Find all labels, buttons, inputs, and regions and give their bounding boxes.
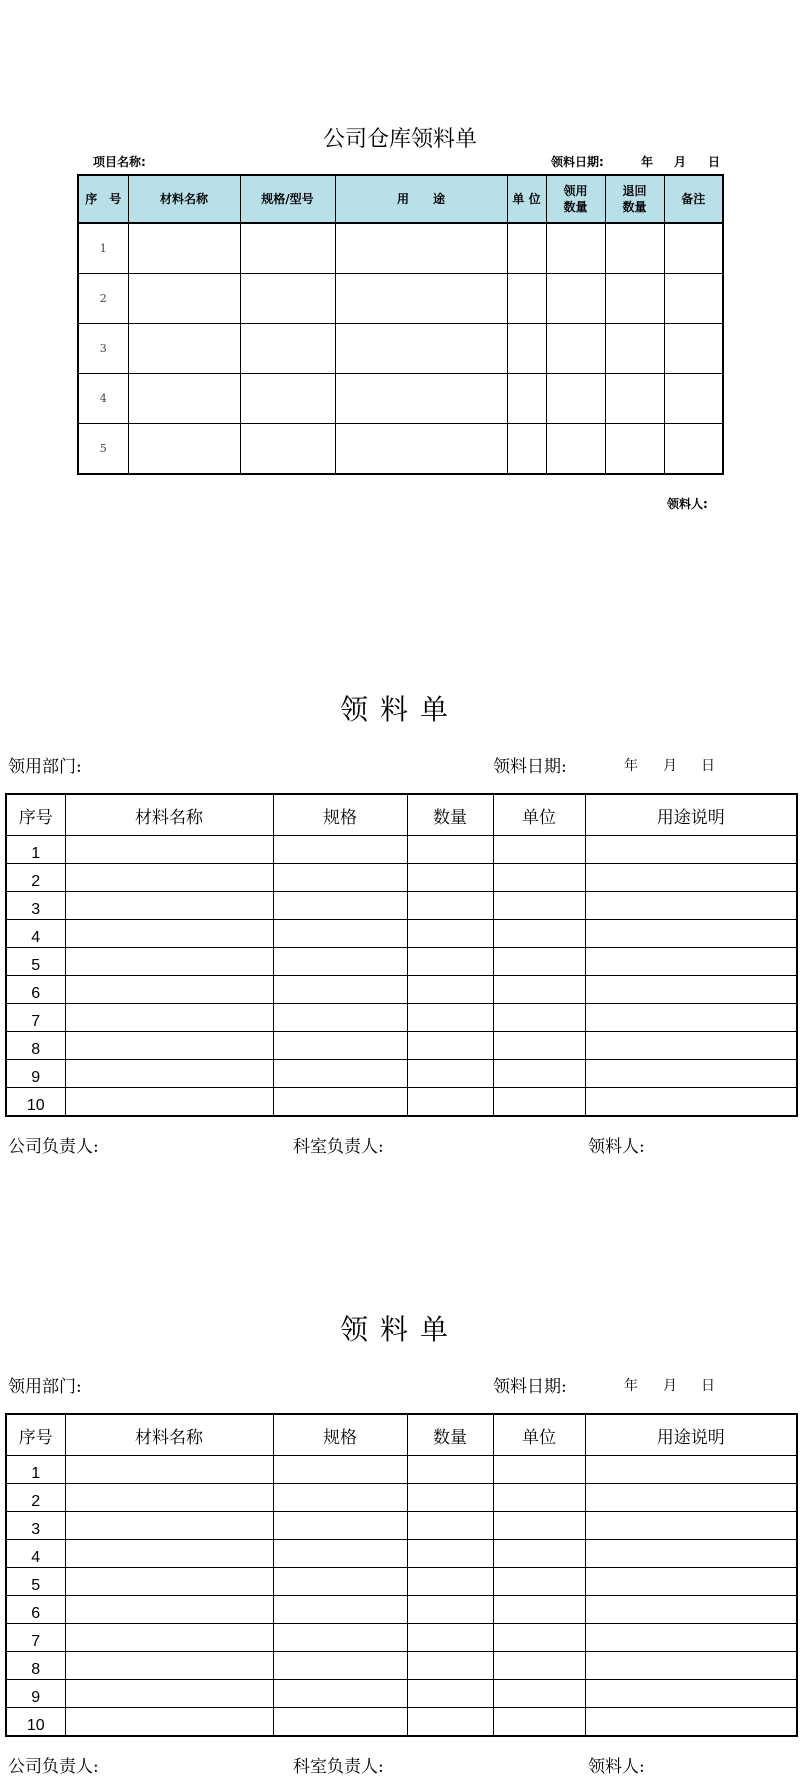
form2-row-number: 3: [6, 892, 65, 920]
form3-input-cell[interactable]: [273, 1568, 407, 1596]
form2-row-number: 5: [6, 948, 65, 976]
form2-input-cell[interactable]: [585, 1060, 797, 1088]
form2-table-row: [6, 836, 797, 864]
form1-day-label: 日: [708, 155, 721, 169]
form2-input-cell[interactable]: [65, 1004, 273, 1032]
form3-input-cell[interactable]: [407, 1568, 493, 1596]
form1-input-cell[interactable]: [546, 274, 605, 324]
form3-table-row: [6, 1596, 797, 1624]
form2-table-row: [6, 948, 797, 976]
form1-table-row: [78, 424, 723, 475]
form3-date-label: 领料日期:: [493, 1377, 567, 1397]
form3-month-label: 月: [663, 1378, 677, 1394]
form3-input-cell[interactable]: [585, 1708, 797, 1737]
form3-row-number: 7: [6, 1624, 65, 1652]
form3-input-cell[interactable]: [493, 1680, 585, 1708]
form2-input-cell[interactable]: [493, 1060, 585, 1088]
form1-input-cell[interactable]: [664, 274, 723, 324]
form2-input-cell[interactable]: [273, 1060, 407, 1088]
form3-header-cell: 用途说明: [585, 1414, 797, 1456]
form1-input-cell[interactable]: [335, 424, 507, 475]
form3-input-cell[interactable]: [407, 1484, 493, 1512]
form2-header-cell: 序号: [6, 794, 65, 836]
form3-input-cell[interactable]: [585, 1624, 797, 1652]
form2-input-cell[interactable]: [65, 948, 273, 976]
form3-input-cell[interactable]: [65, 1596, 273, 1624]
form2-input-cell[interactable]: [493, 1032, 585, 1060]
form1-input-cell[interactable]: [507, 223, 546, 274]
form2-row-number: 6: [6, 976, 65, 1004]
form1-input-cell[interactable]: [507, 424, 546, 475]
form2-header-row: [6, 794, 797, 836]
form3-day-label: 日: [701, 1378, 715, 1394]
form1-receiver-label: 领料人:: [667, 497, 708, 511]
form3-input-cell[interactable]: [407, 1456, 493, 1484]
form2-header-cell: 材料名称: [65, 794, 273, 836]
form2-input-cell[interactable]: [273, 1032, 407, 1060]
form1-input-cell[interactable]: [605, 274, 664, 324]
form1-header-cell: 材料名称: [128, 175, 240, 223]
form3-table-row: [6, 1456, 797, 1484]
form1-input-cell[interactable]: [335, 274, 507, 324]
form3-input-cell[interactable]: [407, 1624, 493, 1652]
form3-row-number: 6: [6, 1596, 65, 1624]
form3-input-cell[interactable]: [407, 1540, 493, 1568]
form2-input-cell[interactable]: [273, 1004, 407, 1032]
form3-company-head-label: 公司负责人:: [8, 1757, 99, 1777]
form2-section-head-label: 科室负责人:: [293, 1137, 384, 1157]
form3-row-number: 5: [6, 1568, 65, 1596]
form2-input-cell[interactable]: [273, 920, 407, 948]
form2-header-cell: 单位: [493, 794, 585, 836]
form2-input-cell[interactable]: [65, 1032, 273, 1060]
form2-header-cell: 数量: [407, 794, 493, 836]
form3-input-cell[interactable]: [273, 1484, 407, 1512]
form1-input-cell[interactable]: [240, 274, 335, 324]
form3-header-row: [6, 1414, 797, 1456]
form1-row-number: 3: [78, 324, 128, 374]
form2-title: 领料单: [339, 693, 460, 726]
form2-table-row: [6, 864, 797, 892]
form3-table-row: [6, 1568, 797, 1596]
form3-input-cell[interactable]: [493, 1540, 585, 1568]
form3-input-cell[interactable]: [585, 1680, 797, 1708]
form2-input-cell[interactable]: [493, 976, 585, 1004]
form1-header-row: [78, 175, 723, 223]
form3-row-number: 2: [6, 1484, 65, 1512]
form3-input-cell[interactable]: [65, 1484, 273, 1512]
form2-month-label: 月: [663, 758, 677, 774]
form1-input-cell[interactable]: [335, 223, 507, 274]
form2-input-cell[interactable]: [407, 920, 493, 948]
form1-input-cell[interactable]: [546, 424, 605, 475]
form2-input-cell[interactable]: [407, 1004, 493, 1032]
form3-input-cell[interactable]: [585, 1456, 797, 1484]
form2-input-cell[interactable]: [493, 864, 585, 892]
form3-input-cell[interactable]: [585, 1568, 797, 1596]
form3-input-cell[interactable]: [407, 1680, 493, 1708]
form2-input-cell[interactable]: [273, 976, 407, 1004]
form2-row-number: 10: [6, 1088, 65, 1117]
form2-input-cell[interactable]: [273, 864, 407, 892]
form3-input-cell[interactable]: [273, 1680, 407, 1708]
form1-header-cell: 领用 数量: [546, 175, 605, 223]
form2-input-cell[interactable]: [65, 920, 273, 948]
form1-input-cell[interactable]: [664, 424, 723, 475]
form1-input-cell[interactable]: [240, 374, 335, 424]
form2-input-cell[interactable]: [585, 836, 797, 864]
form1-header-cell: 单 位: [507, 175, 546, 223]
form2-row-number: 2: [6, 864, 65, 892]
form2-input-cell[interactable]: [493, 1004, 585, 1032]
form3-row-number: 8: [6, 1652, 65, 1680]
form1-input-cell[interactable]: [546, 223, 605, 274]
form1-table-row: [78, 324, 723, 374]
form1-year-label: 年: [641, 155, 654, 169]
form1-row-number: 5: [78, 424, 128, 475]
form3-table-row: [6, 1624, 797, 1652]
form3-input-cell[interactable]: [65, 1624, 273, 1652]
form2-input-cell[interactable]: [407, 976, 493, 1004]
form3-input-cell[interactable]: [407, 1652, 493, 1680]
form3-input-cell[interactable]: [407, 1512, 493, 1540]
form2-input-cell[interactable]: [585, 920, 797, 948]
form2-input-cell[interactable]: [585, 948, 797, 976]
form2-input-cell[interactable]: [273, 1088, 407, 1117]
form2-input-cell[interactable]: [493, 1088, 585, 1117]
form3-table-row: [6, 1512, 797, 1540]
form3-input-cell[interactable]: [407, 1596, 493, 1624]
form1-input-cell[interactable]: [240, 324, 335, 374]
form2-table-row: [6, 1004, 797, 1032]
form2-row-number: 9: [6, 1060, 65, 1088]
form3-table-row: [6, 1652, 797, 1680]
form2-input-cell[interactable]: [273, 836, 407, 864]
form2-input-cell[interactable]: [585, 1088, 797, 1117]
form1-project-label: 项目名称:: [93, 155, 146, 169]
form3-input-cell[interactable]: [493, 1596, 585, 1624]
form3-input-cell[interactable]: [65, 1680, 273, 1708]
form2-table-row: [6, 892, 797, 920]
form1-row-number: 1: [78, 223, 128, 274]
form3-header-cell: 单位: [493, 1414, 585, 1456]
form3-input-cell[interactable]: [273, 1624, 407, 1652]
form2-input-cell[interactable]: [273, 948, 407, 976]
form1-input-cell[interactable]: [664, 324, 723, 374]
form1-input-cell[interactable]: [507, 374, 546, 424]
form1-row-number: 2: [78, 274, 128, 324]
form2-input-cell[interactable]: [407, 1060, 493, 1088]
form1-header-cell: 退回 数量: [605, 175, 664, 223]
form3-input-cell[interactable]: [65, 1568, 273, 1596]
form1-input-cell[interactable]: [664, 223, 723, 274]
form2-input-cell[interactable]: [65, 1088, 273, 1117]
form3-header-cell: 序号: [6, 1414, 65, 1456]
form2-row-number: 7: [6, 1004, 65, 1032]
form2-input-cell[interactable]: [407, 836, 493, 864]
form3-table-row: [6, 1708, 797, 1737]
form3-input-cell[interactable]: [407, 1708, 493, 1737]
form3-input-cell[interactable]: [585, 1540, 797, 1568]
form3-input-cell[interactable]: [273, 1708, 407, 1737]
form1-input-cell[interactable]: [128, 374, 240, 424]
form2-row-number: 4: [6, 920, 65, 948]
form2-input-cell[interactable]: [493, 892, 585, 920]
form3-row-number: 1: [6, 1456, 65, 1484]
form1-input-cell[interactable]: [546, 324, 605, 374]
form1-input-cell[interactable]: [128, 424, 240, 475]
form2-input-cell[interactable]: [407, 1032, 493, 1060]
form3-table-row: [6, 1484, 797, 1512]
form2-header-cell: 用途说明: [585, 794, 797, 836]
form1-input-cell[interactable]: [507, 324, 546, 374]
form1-row-number: 4: [78, 374, 128, 424]
form2-input-cell[interactable]: [407, 864, 493, 892]
form3-input-cell[interactable]: [65, 1456, 273, 1484]
form3-input-cell[interactable]: [65, 1540, 273, 1568]
form2-table-row: [6, 1060, 797, 1088]
form1-header-cell: 规格/型号: [240, 175, 335, 223]
form1-input-cell[interactable]: [335, 374, 507, 424]
form3-row-number: 9: [6, 1680, 65, 1708]
form3-header-cell: 数量: [407, 1414, 493, 1456]
form2-company-head-label: 公司负责人:: [8, 1137, 99, 1157]
form2-table-row: [6, 976, 797, 1004]
form1-table: [77, 174, 724, 475]
form1-body: [78, 223, 723, 474]
form2-day-label: 日: [701, 758, 715, 774]
form3-input-cell[interactable]: [65, 1708, 273, 1737]
form3-receiver-label: 领料人:: [588, 1757, 645, 1777]
form2-receiver-label: 领料人:: [588, 1137, 645, 1157]
form2-table-row: [6, 1032, 797, 1060]
form1-input-cell[interactable]: [128, 274, 240, 324]
form3-input-cell[interactable]: [493, 1568, 585, 1596]
form2-header-cell: 规格: [273, 794, 407, 836]
form2-input-cell[interactable]: [585, 1004, 797, 1032]
form1-input-cell[interactable]: [128, 324, 240, 374]
form3-input-cell[interactable]: [273, 1652, 407, 1680]
form3-input-cell[interactable]: [493, 1484, 585, 1512]
form3-input-cell[interactable]: [273, 1456, 407, 1484]
form1-title: 公司仓库领料单: [322, 127, 477, 152]
form1-table-row: [78, 274, 723, 324]
form2-row-number: 8: [6, 1032, 65, 1060]
form2-input-cell[interactable]: [273, 892, 407, 920]
form3-input-cell[interactable]: [273, 1596, 407, 1624]
form2-input-cell[interactable]: [493, 920, 585, 948]
form2-input-cell[interactable]: [407, 1088, 493, 1117]
form2-table-row: [6, 1088, 797, 1117]
form1-input-cell[interactable]: [605, 223, 664, 274]
form1-input-cell[interactable]: [546, 374, 605, 424]
form2-input-cell[interactable]: [585, 864, 797, 892]
form2-input-cell[interactable]: [65, 976, 273, 1004]
form3-header-cell: 规格: [273, 1414, 407, 1456]
form1-month-label: 月: [674, 155, 687, 169]
form3-body: [6, 1456, 797, 1737]
form3-input-cell[interactable]: [493, 1512, 585, 1540]
form3-row-number: 4: [6, 1540, 65, 1568]
form2-dept-label: 领用部门:: [8, 757, 82, 777]
form2-input-cell[interactable]: [407, 892, 493, 920]
form3-input-cell[interactable]: [65, 1512, 273, 1540]
form3-input-cell[interactable]: [273, 1540, 407, 1568]
form1-input-cell[interactable]: [240, 223, 335, 274]
form3-input-cell[interactable]: [273, 1512, 407, 1540]
form2-row-number: 1: [6, 836, 65, 864]
form3-input-cell[interactable]: [65, 1652, 273, 1680]
form3-table-row: [6, 1680, 797, 1708]
form1-header-cell: 序 号: [78, 175, 128, 223]
form1-header-cell: 备注: [664, 175, 723, 223]
form3-table-row: [6, 1540, 797, 1568]
form1-input-cell[interactable]: [605, 374, 664, 424]
form2-table-row: [6, 920, 797, 948]
form3-input-cell[interactable]: [585, 1652, 797, 1680]
form1-input-cell[interactable]: [335, 324, 507, 374]
form3-input-cell[interactable]: [585, 1512, 797, 1540]
form3-table: [5, 1413, 798, 1737]
form2-date-label: 领料日期:: [493, 757, 567, 777]
form3-row-number: 10: [6, 1708, 65, 1737]
form1-input-cell[interactable]: [605, 324, 664, 374]
form3-input-cell[interactable]: [493, 1456, 585, 1484]
form3-title: 领料单: [339, 1313, 460, 1346]
form2-input-cell[interactable]: [493, 948, 585, 976]
form3-input-cell[interactable]: [585, 1484, 797, 1512]
form3-dept-label: 领用部门:: [8, 1377, 82, 1397]
form1-input-cell[interactable]: [240, 424, 335, 475]
form2-input-cell[interactable]: [585, 1032, 797, 1060]
form3-input-cell[interactable]: [493, 1708, 585, 1737]
form1-input-cell[interactable]: [507, 274, 546, 324]
form3-input-cell[interactable]: [585, 1596, 797, 1624]
form3-input-cell[interactable]: [493, 1652, 585, 1680]
form3-year-label: 年: [624, 1378, 638, 1394]
form1-date-label: 领料日期:: [551, 155, 604, 169]
form2-input-cell[interactable]: [65, 892, 273, 920]
form3-input-cell[interactable]: [493, 1624, 585, 1652]
form2-input-cell[interactable]: [493, 836, 585, 864]
form1-input-cell[interactable]: [128, 223, 240, 274]
form3-header-cell: 材料名称: [65, 1414, 273, 1456]
form2-table: [5, 793, 798, 1117]
form3-row-number: 3: [6, 1512, 65, 1540]
form2-input-cell[interactable]: [585, 976, 797, 1004]
form2-input-cell[interactable]: [407, 948, 493, 976]
form3-section-head-label: 科室负责人:: [293, 1757, 384, 1777]
form1-input-cell[interactable]: [664, 374, 723, 424]
form1-input-cell[interactable]: [605, 424, 664, 475]
form1-table-row: [78, 374, 723, 424]
form2-input-cell[interactable]: [65, 836, 273, 864]
form2-year-label: 年: [624, 758, 638, 774]
form2-input-cell[interactable]: [65, 864, 273, 892]
form2-input-cell[interactable]: [65, 1060, 273, 1088]
form2-input-cell[interactable]: [585, 892, 797, 920]
form2-body: [6, 836, 797, 1117]
form1-table-row: [78, 223, 723, 274]
form1-header-cell: 用 途: [335, 175, 507, 223]
